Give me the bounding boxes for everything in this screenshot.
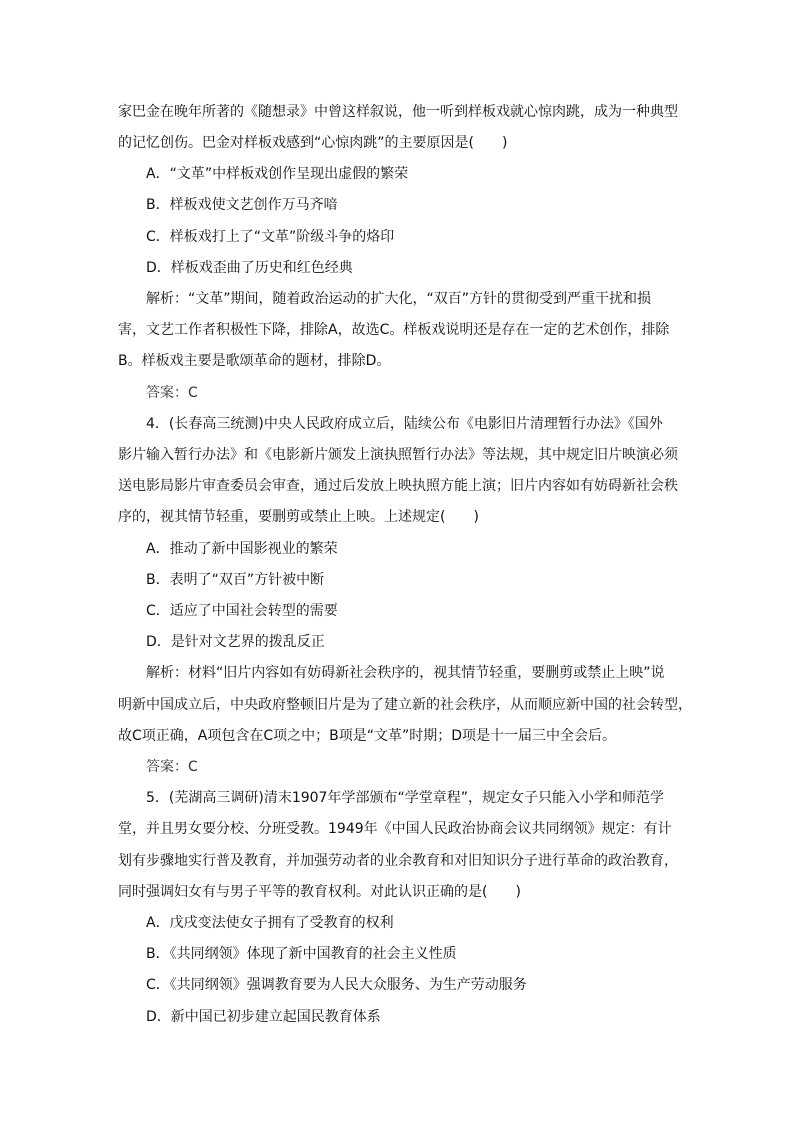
q3-option-b: B．样板戏使文艺创作万马齐喑	[146, 197, 338, 213]
q3-answer: 答案：C	[146, 385, 198, 401]
q3-analysis-line-3: B。样板戏主要是歌颂革命的题材，排除D。	[118, 353, 391, 369]
q4-analysis-line-3: 故C项正确，A项包含在C项之中；B项是“文革”时期；D项是十一届三中全会后。	[118, 728, 617, 744]
q4-option-a: A．推动了新中国影视业的繁荣	[146, 541, 338, 557]
q4-analysis-line-1: 解析：材料“旧片内容如有妨碍新社会秩序的，视其情节轻重，要删剪或禁止上映”说	[146, 665, 665, 681]
q4-stem-line-1: 4．(长春高三统测)中央人民政府成立后，陆续公布《电影旧片清理暂行办法》《国外	[146, 416, 663, 432]
q3-option-d: D．样板戏歪曲了历史和红色经典	[146, 260, 353, 276]
q5-stem-line-1: 5．(芜湖高三调研)清末1907年学部颁布“学堂章程”，规定女子只能入小学和师范学	[146, 790, 664, 806]
q3-analysis-line-1: 解析：“文革”期间，随着政治运动的扩大化，“双百”方针的贯彻受到严重干扰和损	[146, 291, 652, 307]
q5-stem-line-2: 堂，并且男女要分校、分班受教。1949年《中国人民政治协商会议共同纲领》规定：有计	[118, 821, 672, 837]
q4-answer: 答案：C	[146, 759, 198, 775]
q4-option-c: C．适应了中国社会转型的需要	[146, 603, 338, 619]
q4-option-b: B．表明了“双百”方针被中断	[146, 572, 325, 588]
q5-stem-line-4: 同时强调妇女有与男子平等的教育权利。对此认识正确的是( )	[118, 884, 521, 900]
q4-stem-line-3: 送电影局影片审查委员会审查，通过后发放上映执照方能上演；旧片内容如有妨碍新社会秩	[118, 478, 678, 494]
q4-option-d: D．是针对文艺界的拨乱反正	[146, 634, 325, 650]
q4-stem-line-4: 序的，视其情节轻重，要删剪或禁止上映。上述规定( )	[118, 509, 479, 525]
q3-stem-line-2: 的记忆创伤。巴金对样板戏感到“心惊肉跳”的主要原因是( )	[118, 135, 508, 151]
q5-stem-line-3: 划有步骤地实行普及教育，并加强劳动者的业余教育和对旧知识分子进行革命的政治教育，	[118, 853, 678, 869]
q4-analysis-line-2: 明新中国成立后，中央政府整顿旧片是为了建立新的社会秩序，从而顺应新中国的社会转型，	[118, 697, 692, 713]
q3-option-c: C．样板戏打上了“文革”阶级斗争的烙印	[146, 229, 395, 245]
q5-option-c: C．《共同纲领》强调教育要为人民大众服务、为生产劳动服务	[146, 977, 527, 993]
q4-stem-line-2: 影片输入暂行办法》和《电影新片颁发上演执照暂行办法》等法规，其中规定旧片映演必须	[118, 447, 678, 463]
q3-option-a: A．“文革”中样板戏创作呈现出虚假的繁荣	[146, 166, 409, 182]
q3-analysis-line-2: 害，文艺工作者积极性下降，排除A，故选C。样板戏说明还是存在一定的艺术创作，排除	[118, 322, 670, 338]
q5-option-d: D．新中国已初步建立起国民教育体系	[146, 1009, 381, 1025]
q3-stem-line-1: 家巴金在晚年所著的《随想录》中曾这样叙说，他一听到样板戏就心惊肉跳，成为一种典型	[118, 104, 678, 120]
q5-option-a: A．戊戌变法使女子拥有了受教育的权利	[146, 915, 394, 931]
q5-option-b: B．《共同纲领》体现了新中国教育的社会主义性质	[146, 946, 457, 962]
